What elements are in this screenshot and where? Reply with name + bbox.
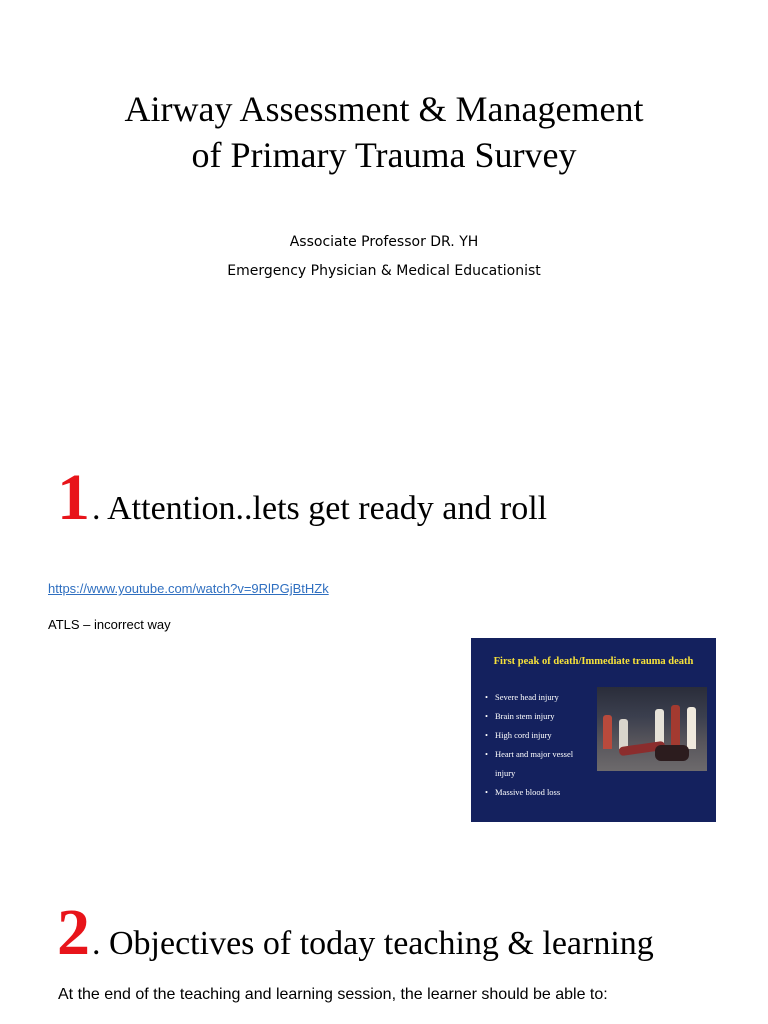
bystander-figure <box>619 719 628 749</box>
slide-bullet: • Heart and major vessel injury <box>485 745 595 783</box>
slide-bullet: • Massive blood loss <box>485 783 595 802</box>
accident-scene-photo <box>597 687 707 771</box>
section-1-heading-text: . Attention..lets get ready and roll <box>92 490 548 527</box>
author-name: Associate Professor DR. YH <box>289 234 479 250</box>
slide-bullet: • High cord injury <box>485 726 595 745</box>
slide-bullet-list <box>485 688 595 802</box>
section-2-heading-text: . Objectives of today teaching & learning <box>92 925 654 962</box>
section-2-number: 2 <box>57 896 90 969</box>
slide-title: First peak of death/Immediate trauma death <box>493 656 694 667</box>
section-1-heading <box>57 458 547 549</box>
bystander-figure <box>687 707 696 749</box>
motorcycle-shape <box>655 745 689 761</box>
title-line-1: Airway Assessment & Management <box>124 89 644 129</box>
slide-bullet: • Brain stem injury <box>485 707 595 726</box>
atls-note: ATLS – incorrect way <box>48 617 171 632</box>
author-role: Emergency Physician & Medical Educationist <box>227 263 541 279</box>
youtube-link[interactable]: https://www.youtube.com/watch?v=9RlPGjBtHZk <box>48 581 329 596</box>
document-title <box>0 86 768 178</box>
section-2-heading <box>57 893 654 984</box>
embedded-slide <box>471 638 716 822</box>
section-1-number: 1 <box>57 461 90 534</box>
slide-bullet: • Severe head injury <box>485 688 595 707</box>
author-block <box>0 228 768 286</box>
objectives-intro: At the end of the teaching and learning session, the learner should be able to: <box>58 986 608 1003</box>
bystander-figure <box>671 705 680 749</box>
bystander-figure <box>603 715 612 749</box>
title-line-2: of Primary Trauma Survey <box>191 135 577 175</box>
